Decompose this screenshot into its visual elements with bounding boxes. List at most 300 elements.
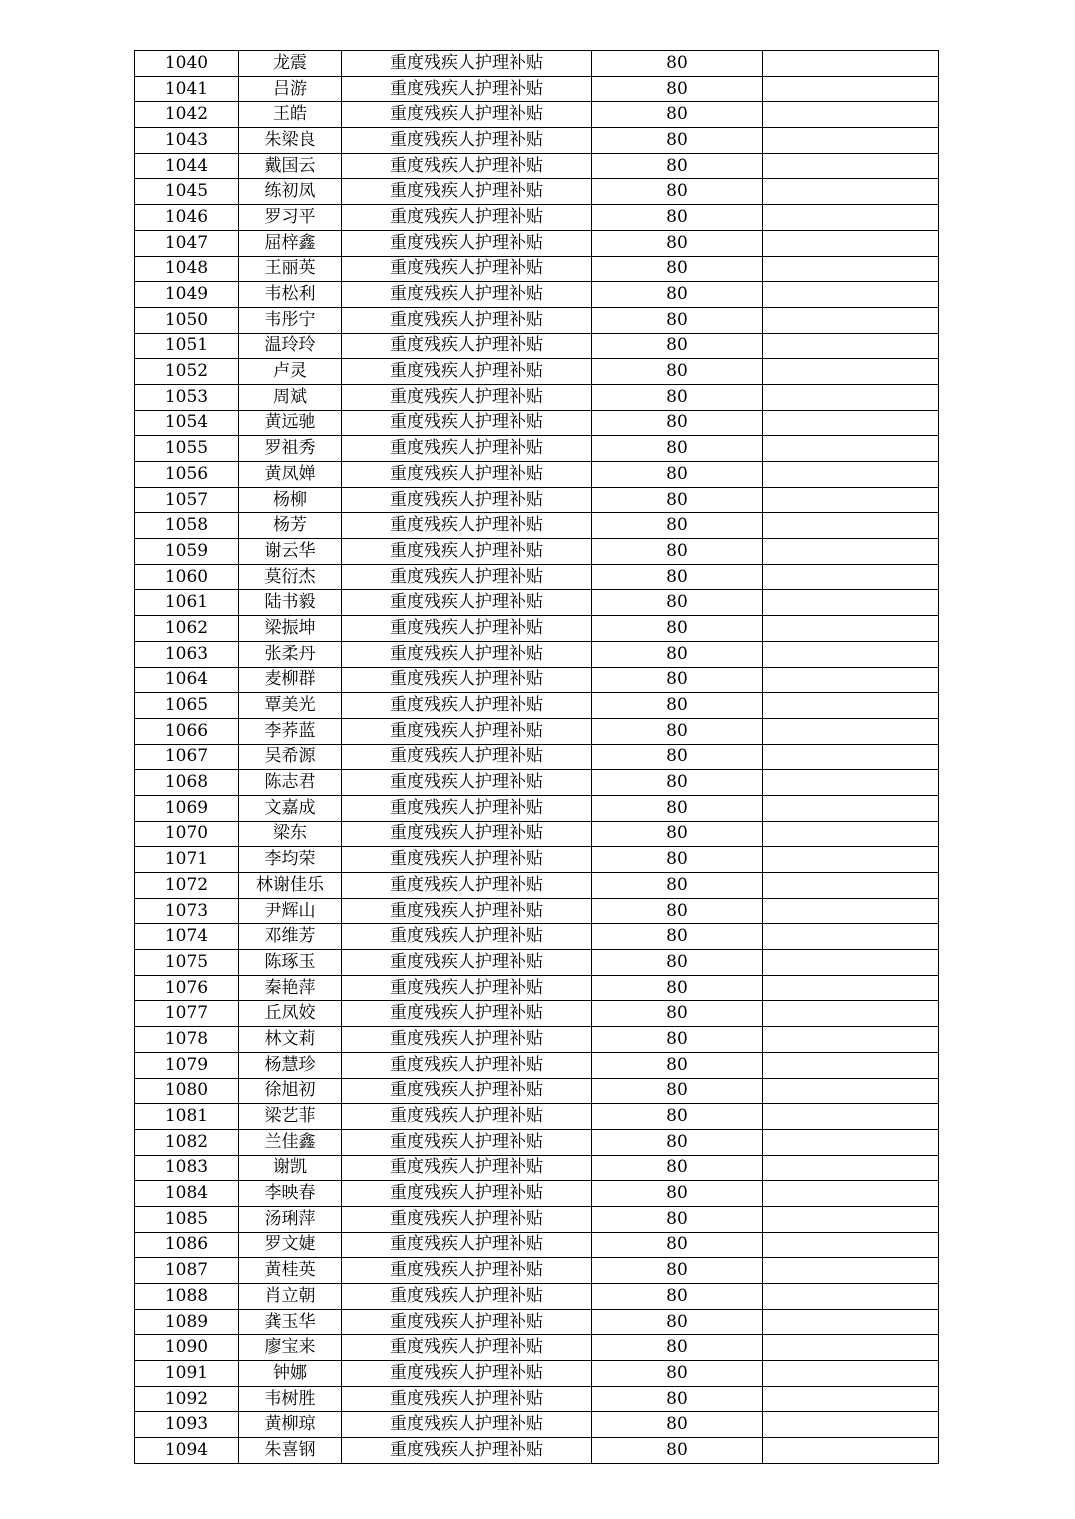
table-row	[135, 410, 939, 436]
table-row	[135, 1309, 939, 1335]
recipient-name-cell: 吴希源	[239, 744, 342, 770]
recipient-name-cell: 邓维芳	[239, 924, 342, 950]
row-number-cell: 1080	[135, 1078, 239, 1104]
table-row	[135, 513, 939, 539]
subsidy-type-cell: 重度残疾人护理补贴	[342, 1129, 592, 1155]
amount-cell: 80	[592, 1309, 763, 1335]
recipient-name-cell: 王皓	[239, 102, 342, 128]
remark-cell	[763, 51, 939, 77]
table-row	[135, 1104, 939, 1130]
amount-cell: 80	[592, 513, 763, 539]
amount-cell: 80	[592, 1361, 763, 1387]
remark-cell	[763, 1078, 939, 1104]
subsidy-type-cell: 重度残疾人护理补贴	[342, 1052, 592, 1078]
table-row	[135, 1206, 939, 1232]
subsidy-type-cell: 重度残疾人护理补贴	[342, 641, 592, 667]
row-number-cell: 1094	[135, 1438, 239, 1464]
table-row	[135, 1412, 939, 1438]
remark-cell	[763, 1438, 939, 1464]
table-row	[135, 1027, 939, 1053]
amount-cell: 80	[592, 1386, 763, 1412]
remark-cell	[763, 821, 939, 847]
table-row	[135, 667, 939, 693]
amount-cell: 80	[592, 616, 763, 642]
remark-cell	[763, 1309, 939, 1335]
row-number-cell: 1063	[135, 641, 239, 667]
table-row	[135, 1181, 939, 1207]
amount-cell: 80	[592, 153, 763, 179]
subsidy-type-cell: 重度残疾人护理补贴	[342, 1412, 592, 1438]
subsidy-type-cell: 重度残疾人护理补贴	[342, 795, 592, 821]
amount-cell: 80	[592, 307, 763, 333]
subsidy-type-cell: 重度残疾人护理补贴	[342, 590, 592, 616]
recipient-name-cell: 谢凯	[239, 1155, 342, 1181]
subsidy-type-cell: 重度残疾人护理补贴	[342, 847, 592, 873]
amount-cell: 80	[592, 693, 763, 719]
subsidy-type-cell: 重度残疾人护理补贴	[342, 1284, 592, 1310]
amount-cell: 80	[592, 590, 763, 616]
recipient-name-cell: 廖宝来	[239, 1335, 342, 1361]
subsidy-type-cell: 重度残疾人护理补贴	[342, 76, 592, 102]
subsidy-type-cell: 重度残疾人护理补贴	[342, 359, 592, 385]
table-row	[135, 256, 939, 282]
amount-cell: 80	[592, 102, 763, 128]
amount-cell: 80	[592, 1181, 763, 1207]
subsidy-type-cell: 重度残疾人护理补贴	[342, 744, 592, 770]
table-row	[135, 205, 939, 231]
subsidy-type-cell: 重度残疾人护理补贴	[342, 179, 592, 205]
recipient-name-cell: 徐旭初	[239, 1078, 342, 1104]
row-number-cell: 1049	[135, 282, 239, 308]
recipient-name-cell: 杨慧珍	[239, 1052, 342, 1078]
remark-cell	[763, 718, 939, 744]
subsidy-type-cell: 重度残疾人护理补贴	[342, 487, 592, 513]
table-row	[135, 770, 939, 796]
remark-cell	[763, 1206, 939, 1232]
recipient-name-cell: 汤琍萍	[239, 1206, 342, 1232]
row-number-cell: 1044	[135, 153, 239, 179]
recipient-name-cell: 韦树胜	[239, 1386, 342, 1412]
remark-cell	[763, 1155, 939, 1181]
table-row	[135, 128, 939, 154]
amount-cell: 80	[592, 359, 763, 385]
table-row	[135, 1155, 939, 1181]
recipient-name-cell: 林谢佳乐	[239, 873, 342, 899]
table-row	[135, 847, 939, 873]
row-number-cell: 1072	[135, 873, 239, 899]
subsidy-type-cell: 重度残疾人护理补贴	[342, 1232, 592, 1258]
amount-cell: 80	[592, 1078, 763, 1104]
remark-cell	[763, 1001, 939, 1027]
subsidy-type-cell: 重度残疾人护理补贴	[342, 128, 592, 154]
subsidy-type-cell: 重度残疾人护理补贴	[342, 693, 592, 719]
remark-cell	[763, 1361, 939, 1387]
recipient-name-cell: 林文莉	[239, 1027, 342, 1053]
row-number-cell: 1043	[135, 128, 239, 154]
amount-cell: 80	[592, 384, 763, 410]
subsidy-type-cell: 重度残疾人护理补贴	[342, 1001, 592, 1027]
table-row	[135, 230, 939, 256]
subsidy-type-cell: 重度残疾人护理补贴	[342, 950, 592, 976]
subsidy-type-cell: 重度残疾人护理补贴	[342, 821, 592, 847]
row-number-cell: 1058	[135, 513, 239, 539]
subsidy-table	[134, 50, 939, 1464]
amount-cell: 80	[592, 667, 763, 693]
recipient-name-cell: 罗祖秀	[239, 436, 342, 462]
remark-cell	[763, 179, 939, 205]
amount-cell: 80	[592, 282, 763, 308]
row-number-cell: 1088	[135, 1284, 239, 1310]
remark-cell	[763, 384, 939, 410]
table-row	[135, 1001, 939, 1027]
row-number-cell: 1093	[135, 1412, 239, 1438]
subsidy-type-cell: 重度残疾人护理补贴	[342, 256, 592, 282]
recipient-name-cell: 卢灵	[239, 359, 342, 385]
remark-cell	[763, 1181, 939, 1207]
remark-cell	[763, 795, 939, 821]
row-number-cell: 1040	[135, 51, 239, 77]
remark-cell	[763, 616, 939, 642]
recipient-name-cell: 龚玉华	[239, 1309, 342, 1335]
remark-cell	[763, 1104, 939, 1130]
amount-cell: 80	[592, 641, 763, 667]
row-number-cell: 1066	[135, 718, 239, 744]
recipient-name-cell: 覃美光	[239, 693, 342, 719]
recipient-name-cell: 黄柳琼	[239, 1412, 342, 1438]
recipient-name-cell: 朱梁良	[239, 128, 342, 154]
recipient-name-cell: 黄桂英	[239, 1258, 342, 1284]
table-row	[135, 590, 939, 616]
amount-cell: 80	[592, 1129, 763, 1155]
table-row	[135, 462, 939, 488]
subsidy-type-cell: 重度残疾人护理补贴	[342, 333, 592, 359]
remark-cell	[763, 539, 939, 565]
row-number-cell: 1074	[135, 924, 239, 950]
recipient-name-cell: 陆书毅	[239, 590, 342, 616]
remark-cell	[763, 873, 939, 899]
row-number-cell: 1073	[135, 898, 239, 924]
table-row	[135, 76, 939, 102]
table-row	[135, 333, 939, 359]
table-row	[135, 1335, 939, 1361]
remark-cell	[763, 1232, 939, 1258]
remark-cell	[763, 898, 939, 924]
recipient-name-cell: 练初凤	[239, 179, 342, 205]
table-row	[135, 1386, 939, 1412]
remark-cell	[763, 693, 939, 719]
table-row	[135, 539, 939, 565]
recipient-name-cell: 罗文婕	[239, 1232, 342, 1258]
table-row	[135, 1232, 939, 1258]
remark-cell	[763, 76, 939, 102]
subsidy-type-cell: 重度残疾人护理补贴	[342, 282, 592, 308]
recipient-name-cell: 陈志君	[239, 770, 342, 796]
subsidy-type-cell: 重度残疾人护理补贴	[342, 770, 592, 796]
recipient-name-cell: 韦松利	[239, 282, 342, 308]
amount-cell: 80	[592, 744, 763, 770]
subsidy-type-cell: 重度残疾人护理补贴	[342, 616, 592, 642]
amount-cell: 80	[592, 205, 763, 231]
remark-cell	[763, 744, 939, 770]
recipient-name-cell: 尹辉山	[239, 898, 342, 924]
subsidy-type-cell: 重度残疾人护理补贴	[342, 564, 592, 590]
remark-cell	[763, 256, 939, 282]
row-number-cell: 1045	[135, 179, 239, 205]
amount-cell: 80	[592, 950, 763, 976]
recipient-name-cell: 莫衍杰	[239, 564, 342, 590]
remark-cell	[763, 667, 939, 693]
subsidy-type-cell: 重度残疾人护理补贴	[342, 102, 592, 128]
amount-cell: 80	[592, 1335, 763, 1361]
recipient-name-cell: 杨芳	[239, 513, 342, 539]
remark-cell	[763, 1412, 939, 1438]
table-row	[135, 950, 939, 976]
remark-cell	[763, 975, 939, 1001]
remark-cell	[763, 205, 939, 231]
remark-cell	[763, 282, 939, 308]
subsidy-type-cell: 重度残疾人护理补贴	[342, 436, 592, 462]
recipient-name-cell: 肖立朝	[239, 1284, 342, 1310]
row-number-cell: 1053	[135, 384, 239, 410]
table-row	[135, 1078, 939, 1104]
row-number-cell: 1087	[135, 1258, 239, 1284]
subsidy-type-cell: 重度残疾人护理补贴	[342, 898, 592, 924]
subsidy-type-cell: 重度残疾人护理补贴	[342, 1386, 592, 1412]
recipient-name-cell: 麦柳群	[239, 667, 342, 693]
subsidy-type-cell: 重度残疾人护理补贴	[342, 873, 592, 899]
table-row	[135, 564, 939, 590]
remark-cell	[763, 1258, 939, 1284]
remark-cell	[763, 153, 939, 179]
row-number-cell: 1068	[135, 770, 239, 796]
row-number-cell: 1050	[135, 307, 239, 333]
subsidy-type-cell: 重度残疾人护理补贴	[342, 462, 592, 488]
subsidy-type-cell: 重度残疾人护理补贴	[342, 410, 592, 436]
row-number-cell: 1054	[135, 410, 239, 436]
recipient-name-cell: 周斌	[239, 384, 342, 410]
amount-cell: 80	[592, 975, 763, 1001]
recipient-name-cell: 朱喜钢	[239, 1438, 342, 1464]
row-number-cell: 1060	[135, 564, 239, 590]
amount-cell: 80	[592, 128, 763, 154]
row-number-cell: 1070	[135, 821, 239, 847]
row-number-cell: 1046	[135, 205, 239, 231]
recipient-name-cell: 李映春	[239, 1181, 342, 1207]
subsidy-type-cell: 重度残疾人护理补贴	[342, 51, 592, 77]
table-row	[135, 436, 939, 462]
amount-cell: 80	[592, 1027, 763, 1053]
recipient-name-cell: 丘凤姣	[239, 1001, 342, 1027]
amount-cell: 80	[592, 847, 763, 873]
remark-cell	[763, 950, 939, 976]
subsidy-type-cell: 重度残疾人护理补贴	[342, 1104, 592, 1130]
amount-cell: 80	[592, 179, 763, 205]
table-row	[135, 975, 939, 1001]
subsidy-type-cell: 重度残疾人护理补贴	[342, 1258, 592, 1284]
amount-cell: 80	[592, 1104, 763, 1130]
row-number-cell: 1089	[135, 1309, 239, 1335]
remark-cell	[763, 1052, 939, 1078]
row-number-cell: 1084	[135, 1181, 239, 1207]
row-number-cell: 1086	[135, 1232, 239, 1258]
amount-cell: 80	[592, 873, 763, 899]
recipient-name-cell: 钟娜	[239, 1361, 342, 1387]
remark-cell	[763, 436, 939, 462]
table-row	[135, 744, 939, 770]
amount-cell: 80	[592, 256, 763, 282]
recipient-name-cell: 谢云华	[239, 539, 342, 565]
row-number-cell: 1062	[135, 616, 239, 642]
recipient-name-cell: 吕游	[239, 76, 342, 102]
amount-cell: 80	[592, 898, 763, 924]
remark-cell	[763, 924, 939, 950]
table-row	[135, 1258, 939, 1284]
remark-cell	[763, 1386, 939, 1412]
row-number-cell: 1067	[135, 744, 239, 770]
amount-cell: 80	[592, 1438, 763, 1464]
remark-cell	[763, 128, 939, 154]
row-number-cell: 1051	[135, 333, 239, 359]
row-number-cell: 1052	[135, 359, 239, 385]
amount-cell: 80	[592, 539, 763, 565]
subsidy-type-cell: 重度残疾人护理补贴	[342, 539, 592, 565]
remark-cell	[763, 1284, 939, 1310]
table-row	[135, 616, 939, 642]
table-row	[135, 1052, 939, 1078]
remark-cell	[763, 102, 939, 128]
row-number-cell: 1061	[135, 590, 239, 616]
amount-cell: 80	[592, 462, 763, 488]
recipient-name-cell: 梁艺菲	[239, 1104, 342, 1130]
recipient-name-cell: 张柔丹	[239, 641, 342, 667]
remark-cell	[763, 1335, 939, 1361]
amount-cell: 80	[592, 1284, 763, 1310]
row-number-cell: 1083	[135, 1155, 239, 1181]
amount-cell: 80	[592, 924, 763, 950]
recipient-name-cell: 戴国云	[239, 153, 342, 179]
table-row	[135, 873, 939, 899]
recipient-name-cell: 梁振坤	[239, 616, 342, 642]
amount-cell: 80	[592, 76, 763, 102]
row-number-cell: 1078	[135, 1027, 239, 1053]
recipient-name-cell: 龙震	[239, 51, 342, 77]
recipient-name-cell: 李荞蓝	[239, 718, 342, 744]
subsidy-table-body	[135, 51, 939, 1464]
amount-cell: 80	[592, 564, 763, 590]
row-number-cell: 1076	[135, 975, 239, 1001]
recipient-name-cell: 杨柳	[239, 487, 342, 513]
row-number-cell: 1079	[135, 1052, 239, 1078]
table-row	[135, 102, 939, 128]
remark-cell	[763, 513, 939, 539]
row-number-cell: 1071	[135, 847, 239, 873]
row-number-cell: 1041	[135, 76, 239, 102]
subsidy-type-cell: 重度残疾人护理补贴	[342, 975, 592, 1001]
subsidy-type-cell: 重度残疾人护理补贴	[342, 718, 592, 744]
amount-cell: 80	[592, 1155, 763, 1181]
table-row	[135, 924, 939, 950]
remark-cell	[763, 564, 939, 590]
amount-cell: 80	[592, 230, 763, 256]
subsidy-type-cell: 重度残疾人护理补贴	[342, 1181, 592, 1207]
table-row	[135, 718, 939, 744]
table-row	[135, 641, 939, 667]
row-number-cell: 1056	[135, 462, 239, 488]
row-number-cell: 1081	[135, 1104, 239, 1130]
row-number-cell: 1059	[135, 539, 239, 565]
recipient-name-cell: 屈梓鑫	[239, 230, 342, 256]
recipient-name-cell: 秦艳萍	[239, 975, 342, 1001]
recipient-name-cell: 韦彤宁	[239, 307, 342, 333]
recipient-name-cell: 黄远驰	[239, 410, 342, 436]
remark-cell	[763, 230, 939, 256]
subsidy-type-cell: 重度残疾人护理补贴	[342, 513, 592, 539]
amount-cell: 80	[592, 51, 763, 77]
table-row	[135, 359, 939, 385]
table-row	[135, 898, 939, 924]
recipient-name-cell: 文嘉成	[239, 795, 342, 821]
row-number-cell: 1075	[135, 950, 239, 976]
subsidy-type-cell: 重度残疾人护理补贴	[342, 1155, 592, 1181]
remark-cell	[763, 462, 939, 488]
table-row	[135, 179, 939, 205]
table-row	[135, 1129, 939, 1155]
amount-cell: 80	[592, 718, 763, 744]
table-row	[135, 51, 939, 77]
table-row	[135, 307, 939, 333]
subsidy-type-cell: 重度残疾人护理补贴	[342, 667, 592, 693]
subsidy-type-cell: 重度残疾人护理补贴	[342, 1438, 592, 1464]
table-row	[135, 1361, 939, 1387]
remark-cell	[763, 487, 939, 513]
row-number-cell: 1090	[135, 1335, 239, 1361]
recipient-name-cell: 王丽英	[239, 256, 342, 282]
remark-cell	[763, 359, 939, 385]
table-row	[135, 821, 939, 847]
row-number-cell: 1085	[135, 1206, 239, 1232]
row-number-cell: 1048	[135, 256, 239, 282]
row-number-cell: 1091	[135, 1361, 239, 1387]
table-row	[135, 153, 939, 179]
subsidy-type-cell: 重度残疾人护理补贴	[342, 384, 592, 410]
recipient-name-cell: 罗习平	[239, 205, 342, 231]
table-row	[135, 487, 939, 513]
row-number-cell: 1064	[135, 667, 239, 693]
amount-cell: 80	[592, 1412, 763, 1438]
amount-cell: 80	[592, 333, 763, 359]
amount-cell: 80	[592, 436, 763, 462]
subsidy-type-cell: 重度残疾人护理补贴	[342, 1361, 592, 1387]
subsidy-type-cell: 重度残疾人护理补贴	[342, 153, 592, 179]
subsidy-type-cell: 重度残疾人护理补贴	[342, 205, 592, 231]
subsidy-type-cell: 重度残疾人护理补贴	[342, 307, 592, 333]
row-number-cell: 1042	[135, 102, 239, 128]
amount-cell: 80	[592, 770, 763, 796]
subsidy-type-cell: 重度残疾人护理补贴	[342, 1078, 592, 1104]
subsidy-type-cell: 重度残疾人护理补贴	[342, 924, 592, 950]
row-number-cell: 1055	[135, 436, 239, 462]
remark-cell	[763, 333, 939, 359]
subsidy-type-cell: 重度残疾人护理补贴	[342, 230, 592, 256]
remark-cell	[763, 770, 939, 796]
subsidy-type-cell: 重度残疾人护理补贴	[342, 1309, 592, 1335]
subsidy-type-cell: 重度残疾人护理补贴	[342, 1335, 592, 1361]
amount-cell: 80	[592, 410, 763, 436]
row-number-cell: 1077	[135, 1001, 239, 1027]
recipient-name-cell: 黄凤婵	[239, 462, 342, 488]
amount-cell: 80	[592, 1232, 763, 1258]
recipient-name-cell: 温玲玲	[239, 333, 342, 359]
